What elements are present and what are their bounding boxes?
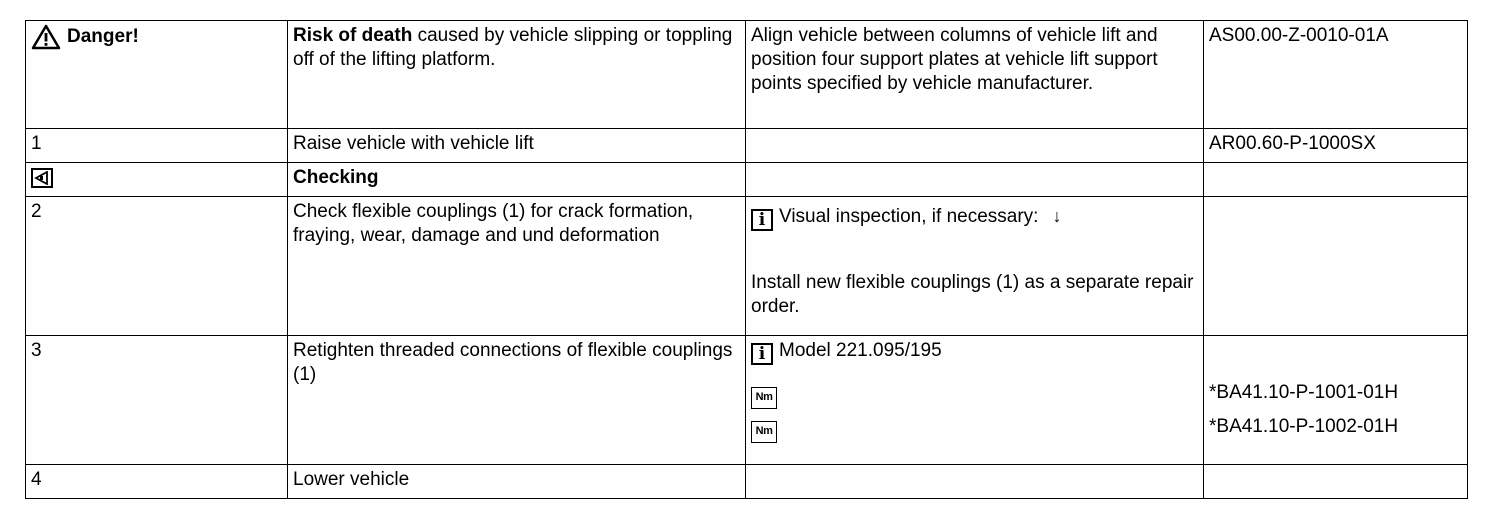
step-description-cell	[288, 197, 746, 336]
torque-ref-row-1	[1209, 381, 1463, 415]
step-ref-cell	[1204, 197, 1468, 336]
info-note	[751, 204, 1199, 231]
danger-description-cell	[288, 21, 746, 129]
procedure-table	[25, 20, 1468, 499]
arrow-down-icon[interactable]: ↓	[1052, 206, 1062, 226]
torque-row-1	[751, 383, 1199, 417]
torque-row-2	[751, 417, 1199, 451]
step-number-cell	[26, 197, 288, 336]
step-notes-cell	[746, 197, 1204, 336]
danger-ref-cell	[1204, 21, 1468, 129]
step-description-cell	[288, 336, 746, 465]
danger-action-cell	[746, 21, 1204, 129]
step-description: Raise vehicle with vehicle lift	[293, 133, 534, 154]
step-notes-cell	[746, 336, 1204, 465]
danger-row	[26, 21, 1468, 129]
info-icon[interactable]: i	[751, 343, 773, 365]
step-ref-cell	[1204, 465, 1468, 499]
step-description-cell	[288, 465, 746, 499]
step-ref-link[interactable]: AR00.60-P-1000SX	[1209, 133, 1376, 154]
step-number-cell	[26, 129, 288, 163]
checking-title-cell	[288, 163, 746, 197]
info-icon[interactable]: i	[751, 209, 773, 231]
danger-description-rest: caused by vehicle slipping or toppling off of the lifting platform.	[293, 25, 733, 70]
step-ref-cell	[1204, 336, 1468, 465]
step-row-1	[26, 129, 1468, 163]
torque-ref-link-2[interactable]: *BA41.10-P-1002-01H	[1209, 416, 1399, 437]
torque-ref-row-2	[1209, 415, 1463, 449]
step-number: 3	[31, 340, 42, 361]
info-note-text: Visual inspection, if necessary:	[779, 206, 1039, 227]
step-row-4	[26, 465, 1468, 499]
step-number-cell	[26, 336, 288, 465]
step-notes-cell	[746, 465, 1204, 499]
danger-label	[31, 24, 139, 50]
step-row-3	[26, 336, 1468, 465]
step-row-2	[26, 197, 1468, 336]
step-description: Lower vehicle	[293, 469, 410, 490]
danger-description-bold: Risk of death	[293, 25, 413, 46]
danger-text: Danger!	[67, 26, 139, 47]
step-description: Check flexible couplings (1) for crack formation, fraying, wear, damage and und deformation	[293, 201, 694, 246]
back-arrow-icon[interactable]	[31, 168, 53, 188]
checking-notes-cell	[746, 163, 1204, 197]
checking-row	[26, 163, 1468, 197]
torque-nm-icon[interactable]: Nm	[751, 387, 777, 409]
danger-label-cell	[26, 21, 288, 129]
info-note-text: Model 221.095/195	[779, 340, 942, 361]
checking-title: Checking	[293, 167, 379, 188]
checking-icon-cell	[26, 163, 288, 197]
torque-nm-icon[interactable]: Nm	[751, 421, 777, 443]
danger-action-text: Align vehicle between columns of vehicle lift and position four support plates at vehicle lift support points specified by vehicle manufacturer.	[751, 25, 1158, 94]
step-number-cell	[26, 465, 288, 499]
step-description-cell	[288, 129, 746, 163]
step-number: 2	[31, 201, 42, 222]
step-action-text: Install new flexible couplings (1) as a separate repair order.	[751, 272, 1194, 317]
info-note	[751, 339, 1199, 365]
checking-ref-cell	[1204, 163, 1468, 197]
step-number: 1	[31, 133, 42, 154]
danger-ref-link[interactable]: AS00.00-Z-0010-01A	[1209, 25, 1389, 46]
step-ref-cell	[1204, 129, 1468, 163]
step-description: Retighten threaded connections of flexible couplings (1)	[293, 340, 733, 385]
torque-ref-link-1[interactable]: *BA41.10-P-1001-01H	[1209, 382, 1399, 403]
step-number: 4	[31, 469, 42, 490]
warning-triangle-icon	[31, 24, 61, 50]
step-notes-cell	[746, 129, 1204, 163]
